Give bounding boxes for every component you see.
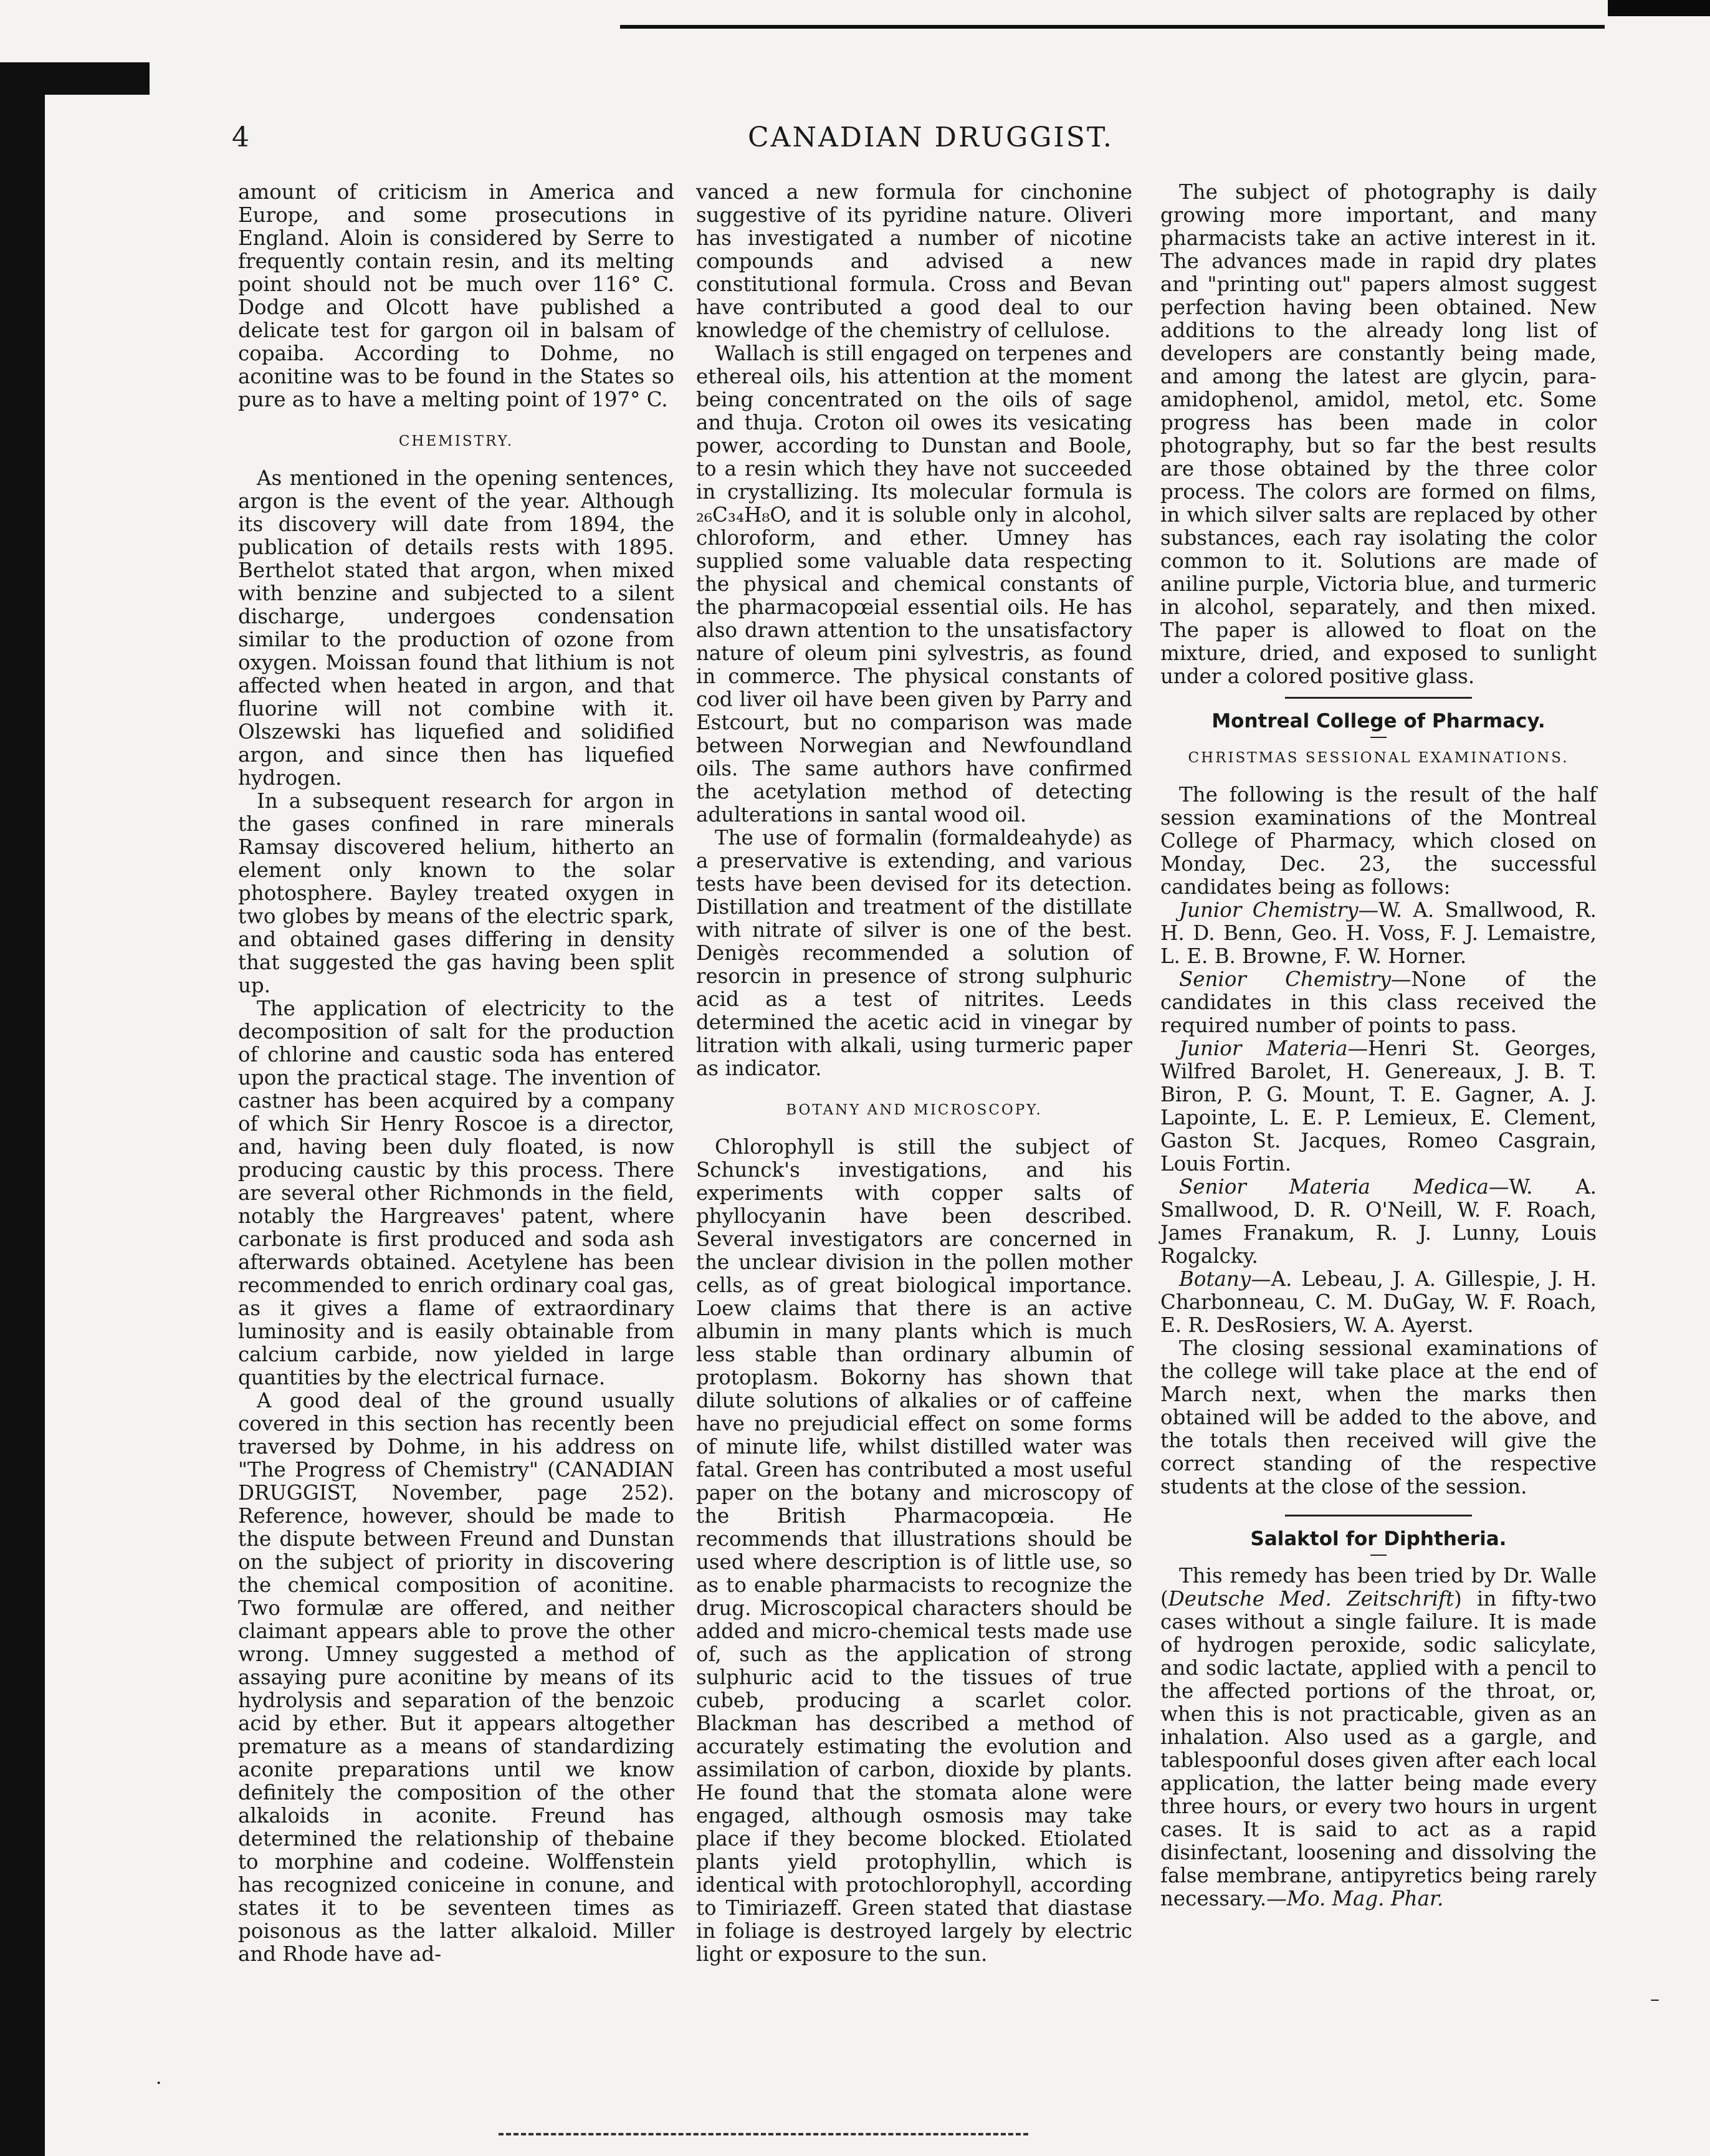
running-title: CANADIAN DRUGGIST. xyxy=(748,122,1114,153)
exam-result: Junior Chemistry—W. A. Smallwood, R. H. D. Benn, Geo. H. Voss, F. J. Lemaistre, L. E. B. Browne, F. W. Horner. xyxy=(1160,898,1597,968)
divider xyxy=(1370,737,1387,738)
scan-edge-left xyxy=(0,62,45,2156)
column-2 xyxy=(696,181,1132,1966)
paragraph: amount of criticism in America and Europe, and some prosecutions in England. Aloin is considered by Serre to frequently contain resin, and its melting point should not be much over 116° C. Dodge and Olcott have published a delicate test for gargon oil in balsam of copaiba. According to Dohme, no aconitine was to be found in the States so pure as to have a melting point of 197° C. xyxy=(238,180,674,411)
paragraph: vanced a new formula for cinchonine suggestive of its pyridine nature. Oliveri has investigated a number of nicotine compounds and advised a new constitutional formula. Cross and Bevan have contributed a good deal to our knowledge of the chemistry of cellulose. xyxy=(696,180,1132,342)
paragraph: The following is the result of the half session examinations of the Montreal College of Pharmacy, which closed on Monday, Dec. 23, the successful candidates being as follows: xyxy=(1160,783,1597,899)
scan-edge-top xyxy=(1608,0,1710,16)
paragraph: A good deal of the ground usually covered in this section has recently been traversed by Dohme, in his address on "The Progress of Chemistry" (CANADIAN DRUGGIST, November, page 252). Reference, however, should be made to the dispute between Freund and Dunstan on the subject of priority in discovering the chemical composition of aconitine. Two formulæ are offered, and neither claimant appears able to prove the other wrong. Umney suggested a method of assaying pure aconitine by means of its hydrolysis and separation of the benzoic acid by ether. But it appears altogether premature as a means of standardizing aconite preparations until we know definitely the composition of the other alkaloids in aconite. Freund has determined the relationship of thebaine to morphine and codeine. Wolffenstein has recognized coniceine in conune, and states it to be seventeen times as poisonous as the latter alkaloid. Miller and Rhode have ad- xyxy=(238,1389,674,1966)
exam-label: Senior Chemistry xyxy=(1179,967,1392,991)
exam-label: Botany xyxy=(1179,1267,1251,1291)
paragraph: As mentioned in the opening sentences, argon is the event of the year. Although its discovery will date from 1894, the publication of details rests with 1895. Berthelot stated that argon, when mixed with benzine and subjected to a silent discharge, undergoes condensation similar to the production of ozone from oxygen. Moissan found that lithium is not affected when heated in argon, and that fluorine will not combine with it. Olszewski has liquefied and solidified argon, and since then has liquefied hydrogen. xyxy=(238,466,674,790)
column-3 xyxy=(1160,181,1597,1910)
source-citation: Mo. Mag. Phar. xyxy=(1286,1887,1444,1910)
exam-result: Botany—A. Lebeau, J. A. Gillespie, J. H. Charbonneau, C. M. DuGay, W. F. Roach, E. R. DesRosiers, W. A. Ayerst. xyxy=(1160,1267,1597,1337)
exam-label: Junior Materia xyxy=(1179,1037,1348,1060)
section-heading-botany: BOTANY AND MICROSCOPY. xyxy=(786,1102,1043,1118)
paragraph: The use of formalin (formaldeahyde) as a preservative is extending, and various tests have been devised for its detection. Distillation and treatment of the distillate with nitrate of silver is one of the best. Denigès recommended a solution of resorcin in presence of strong sulphuric acid as a test of nitrites. Leeds determined the acetic acid in vinegar by litration with alkali, using turmeric paper as indicator. xyxy=(696,826,1132,1080)
paragraph: The closing sessional examinations of the college will take place at the end of March next, when the marks then obtained will be added to the above, and the totals then received will give the correct standing of the respective students at the close of the session. xyxy=(1160,1336,1597,1498)
exam-result: Junior Materia—Henri St. Georges, Wilfred Barolet, H. Genereaux, J. B. T. Biron, P. G. Mount, T. E. Gagner, A. J. Lapointe, L. E. P. Lemieux, E. Clement, Gaston St. Jacques, Romeo Casgrain, Louis Fortin. xyxy=(1160,1037,1597,1176)
section-heading-chemistry: CHEMISTRY. xyxy=(398,433,514,449)
column-1 xyxy=(238,181,674,1966)
journal-title: Deutsche Med. Zeitschrift xyxy=(1168,1587,1454,1611)
section-heading-exams: CHRISTMAS SESSIONAL EXAMINATIONS. xyxy=(1188,750,1569,766)
paragraph: The subject of photography is daily growing more important, and many pharmacists take an active interest in it. The advances made in rapid dry plates and "printing out" papers almost suggest perfection having been obtained. New additions to the already long list of developers are constantly being made, and among the latest are glycin, para-amidophenol, amidol, metol, etc. Some progress has been made in color photography, but so far the best results are those obtained by the three color process. The colors are formed on films, in which silver salts are replaced by other substances, each ray isolating the color common to it. Solutions are made of aniline purple, Victoria blue, and turmeric in alcohol, separately, and then mixed. The paper is allowed to float on the mixture, dried, and exposed to sunlight under a colored positive glass. xyxy=(1160,180,1597,688)
paragraph: In a subsequent research for argon in the gases confined in rare minerals Ramsay discovered helium, hitherto an element only known to the solar photosphere. Bayley treated oxygen in two globes by means of the electric spark, and obtained gases differing in density that suggested the gas having been split up. xyxy=(238,789,674,997)
exam-result: Senior Chemistry—None of the candidates in this class received the required number of points to pass. xyxy=(1160,967,1597,1037)
article-title-montreal: Montreal College of Pharmacy. xyxy=(1211,710,1545,732)
bottom-rule xyxy=(499,2133,1028,2135)
margin-mark: – xyxy=(1650,1988,1660,2010)
paragraph: This remedy has been tried by Dr. Walle (Deutsche Med. Zeitschrift) in fifty-two cases without a single failure. It is made of hydrogen peroxide, sodic salicylate, and sodic lactate, applied with a pencil to the affected portions of the throat, or, when this is not practicable, given as an inhalation. Also used as a gargle, and tablespoonful doses given after each local application, the latter being made every three hours, or every two hours in urgent cases. It is said to act as a rapid disinfectant, loosening and dissolving the false membrane, antipyretics being rarely necessary.—Mo. Mag. Phar. xyxy=(1160,1564,1597,1910)
paragraph: Chlorophyll is still the subject of Schunck's investigations, and his experiments with copper salts of phyllocyanin have been described. Several investigators are concerned in the unclear division in the pollen mother cells, as of great biological importance. Loew claims that there is an active albumin in many plants which is much less stable than ordinary albumin of protoplasm. Bokorny has shown that dilute solutions of alkalies or of caffeine have no prejudicial effect on some forms of minute life, whilst distilled water was fatal. Green has contributed a most useful paper on the botany and microscopy of the British Pharmacopœia. He recommends that illustrations should be used where description is of little use, so as to enable pharmacists to recognize the drug. Microscopical characters should be added and micro-chemical tests made use of, such as the application of strong sulphuric acid to the tissues of true cubeb, producing a scarlet color. Blackman has described a method of accurately estimating the evolution and assimilation of carbon, dioxide by plants. He found that the stomata alone were engaged, although osmosis may take place if they become blocked. Etiolated plants yield protophyllin, which is identical with protochlorophyll, according to Timiriazeff. Green stated that diastase in foliage is destroyed largely by electric light or exposure to the sun. xyxy=(696,1135,1132,1966)
divider xyxy=(1370,1555,1387,1556)
paragraph: Wallach is still engaged on terpenes and ethereal oils, his attention at the moment being concentrated on the oils of sage and thuja. Croton oil owes its vesicating power, according to Dunstan and Boole, to a resin which they have not succeeded in crystallizing. Its molecular formula is ₂₆C₃₄H₈O, and it is soluble only in alcohol, chloroform, and ether. Umney has supplied some valuable data respecting the physical and chemical constants of the pharmacopœial essential oils. He has also drawn attention to the unsatisfactory nature of oleum pini sylvestris, as found in commerce. The physical constants of cod liver oil have been given by Parry and Estcourt, but no comparison was made between Norwegian and Newfoundland oils. The same authors have confirmed the acetylation method of detecting adulterations in santal wood oil. xyxy=(696,342,1132,826)
margin-mark: · xyxy=(156,2072,162,2094)
paragraph: The application of electricity to the decomposition of salt for the production of chlorine and caustic soda has entered upon the practical stage. The invention of castner has been acquired by a company of which Sir Henry Roscoe is a director, and, having been duly floated, is now producing caustic by this process. There are several other Richmonds in the field, notably the Hargreaves' patent, where carbonate is first produced and soda ash afterwards obtained. Acetylene has been recommended to enrich ordinary coal gas, as it gives a flame of extraordinary luminosity and is easily obtainable from calcium carbide, now yielded in large quantities by the electrical furnace. xyxy=(238,997,674,1389)
scan-artifact xyxy=(45,1328,70,1377)
article-title-salaktol: Salaktol for Diphtheria. xyxy=(1250,1528,1507,1550)
exam-result: Senior Materia Medica—W. A. Smallwood, D. R. O'Neill, W. F. Roach, James Franakum, R. J. Lunny, Louis Rogalcky. xyxy=(1160,1175,1597,1268)
exam-label: Junior Chemistry xyxy=(1179,898,1359,922)
divider xyxy=(1285,1515,1472,1516)
exam-label: Senior Materia Medica xyxy=(1179,1175,1489,1199)
top-rule xyxy=(620,25,1605,29)
divider xyxy=(1285,697,1472,699)
page-number: 4 xyxy=(232,122,249,153)
